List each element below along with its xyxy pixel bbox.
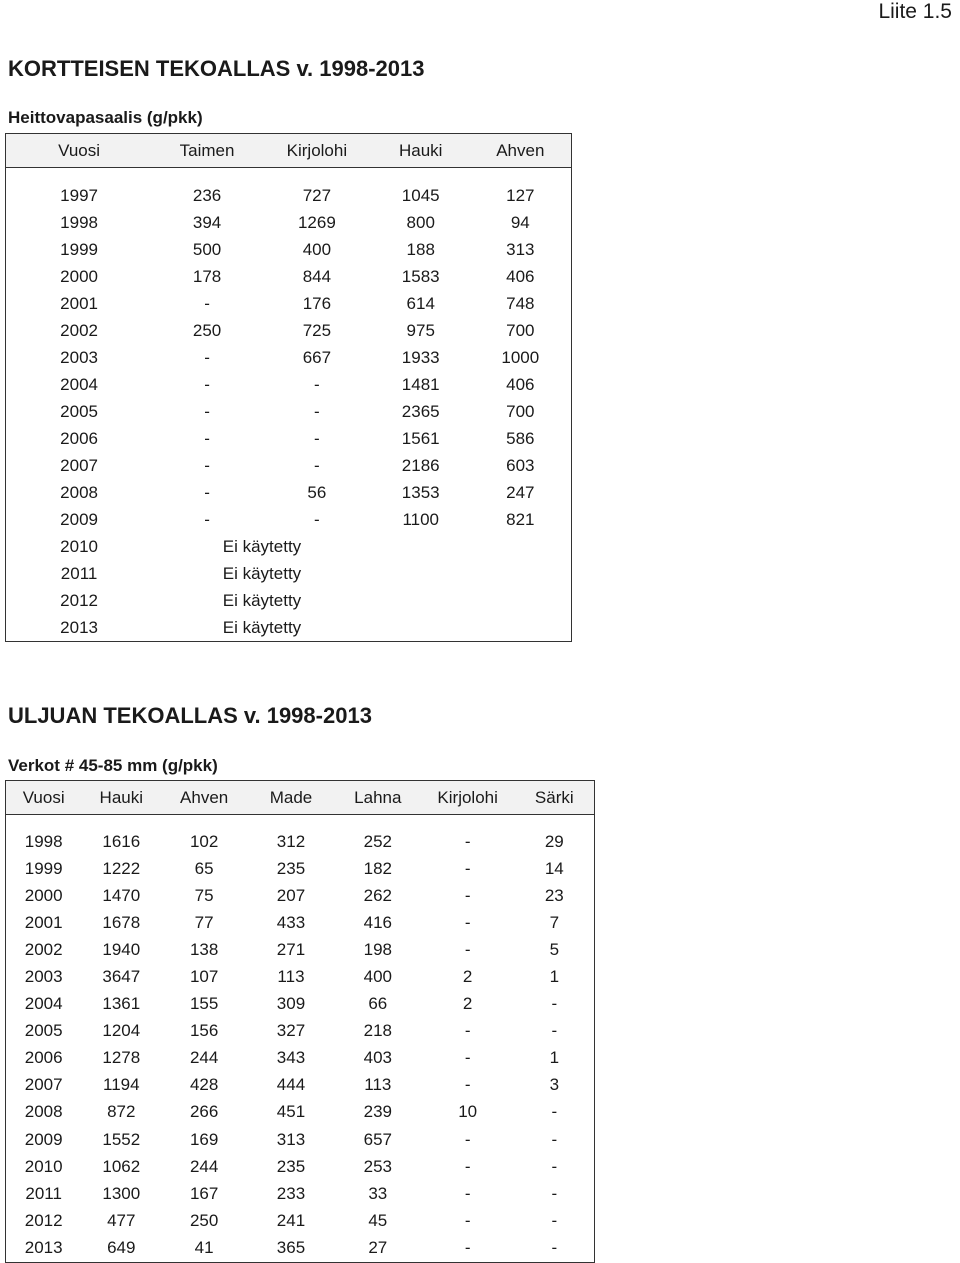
kortteinen-title: KORTTEISEN TEKOALLAS v. 1998-2013 — [8, 56, 425, 81]
table-cell: 169 — [189, 1129, 219, 1149]
table-cell: 2 — [462, 994, 473, 1014]
table-cell: 2010 — [60, 536, 98, 556]
table-cell: 218 — [363, 1021, 392, 1041]
table-cell: 75 — [194, 885, 214, 905]
table-row — [6, 533, 572, 560]
not-used-note: Ei käytetty — [222, 536, 302, 556]
table-cell: 138 — [189, 939, 219, 959]
table-cell: 1940 — [102, 939, 141, 959]
table-row — [6, 479, 572, 506]
table-row — [6, 425, 572, 452]
table-cell: 821 — [506, 509, 535, 529]
table-row — [6, 506, 572, 533]
table-cell: 1999 — [60, 239, 98, 259]
table-cell: - — [204, 293, 210, 313]
table-cell: 1353 — [401, 482, 440, 502]
table-row — [6, 398, 572, 425]
table-cell: 312 — [276, 831, 306, 851]
table-cell: - — [551, 994, 558, 1014]
table-cell: 700 — [506, 401, 535, 421]
table-cell: 400 — [302, 239, 332, 259]
kortteinen-table — [5, 133, 572, 642]
table-cell: 1616 — [102, 831, 141, 851]
table-row — [6, 882, 595, 909]
table-cell: 748 — [506, 293, 535, 313]
table-row — [6, 936, 595, 963]
table-cell: 252 — [363, 831, 392, 851]
table-row — [6, 560, 572, 587]
kortteinen-table-body — [6, 182, 572, 642]
table-cell: 233 — [276, 1183, 306, 1203]
table-cell: 23 — [544, 885, 564, 905]
table-cell: - — [551, 1129, 558, 1149]
table-row — [6, 855, 595, 882]
table-row — [6, 1207, 595, 1234]
table-row — [6, 1234, 595, 1262]
table-cell: 327 — [276, 1021, 306, 1041]
table-cell: 2003 — [24, 967, 63, 987]
table-cell: 1204 — [102, 1021, 141, 1041]
table-cell: 207 — [276, 885, 306, 905]
empty-cell — [372, 614, 470, 642]
table-cell: - — [204, 482, 210, 502]
table-cell: 244 — [189, 1048, 219, 1068]
table-cell: 313 — [276, 1129, 306, 1149]
table-row — [6, 1126, 595, 1153]
table-cell: - — [421, 1234, 515, 1262]
table-cell: 614 — [406, 293, 435, 313]
column-header-ahven: Ahven — [161, 781, 247, 815]
table-cell: 2006 — [60, 428, 98, 448]
table-cell: 603 — [506, 455, 535, 475]
table-cell: 7 — [549, 912, 560, 932]
table-cell: - — [464, 885, 471, 905]
table-cell: 844 — [302, 266, 332, 286]
table-cell: 667 — [302, 347, 332, 367]
table-cell: - — [204, 374, 210, 394]
table-cell: 1000 — [501, 347, 540, 367]
table-cell: 1583 — [401, 266, 440, 286]
empty-cell — [470, 587, 572, 614]
table-cell: - — [204, 455, 210, 475]
table-row — [6, 317, 572, 344]
table-cell: 2004 — [60, 374, 98, 394]
table-cell: 66 — [368, 994, 388, 1014]
table-cell: 649 — [81, 1234, 161, 1262]
table-cell: 94 — [510, 212, 530, 232]
table-cell: 155 — [189, 994, 219, 1014]
column-header-vuosi: Vuosi — [6, 781, 82, 815]
table-cell: 428 — [189, 1075, 219, 1095]
table-cell: - — [464, 1210, 471, 1230]
table-cell: 1999 — [24, 858, 63, 878]
table-cell: 113 — [364, 1075, 392, 1095]
empty-cell — [372, 560, 470, 587]
table-row — [6, 614, 572, 642]
column-header-ahven: Ahven — [470, 134, 572, 168]
table-cell: - — [515, 1234, 595, 1262]
table-cell: 2011 — [60, 563, 98, 583]
table-cell: 77 — [194, 912, 214, 932]
column-header-hauki: Hauki — [81, 781, 161, 815]
table-cell: 1481 — [401, 374, 440, 394]
table-cell: 2009 — [60, 509, 98, 529]
table-cell: - — [551, 1210, 558, 1230]
column-header-sarki: Särki — [515, 781, 595, 815]
table-row — [6, 991, 595, 1018]
table-cell: - — [314, 455, 320, 475]
table-cell: 176 — [302, 293, 332, 313]
uljua-subtitle: Verkot # 45-85 mm (g/pkk) — [8, 756, 218, 775]
column-header-lahna: Lahna — [335, 781, 421, 815]
table-cell: 198 — [363, 939, 392, 959]
table-cell: 1998 — [24, 831, 63, 851]
table-cell: 309 — [276, 994, 306, 1014]
table-cell: 182 — [363, 858, 392, 878]
table-cell: 2002 — [60, 320, 98, 340]
table-cell: 178 — [192, 266, 222, 286]
empty-cell — [372, 587, 470, 614]
empty-cell — [470, 533, 572, 560]
table-row — [6, 1072, 595, 1099]
table-cell: 1062 — [102, 1156, 141, 1176]
table-cell: 343 — [276, 1048, 306, 1068]
table-cell: - — [314, 401, 320, 421]
table-cell: 1470 — [102, 885, 141, 905]
table-cell: - — [464, 939, 471, 959]
table-row — [6, 828, 595, 855]
table-cell: 113 — [277, 967, 305, 987]
table-row — [6, 1180, 595, 1207]
table-cell: 235 — [276, 1156, 306, 1176]
table-cell: 2007 — [24, 1075, 63, 1095]
table-cell: 500 — [192, 239, 222, 259]
table-cell: - — [464, 1075, 471, 1095]
table-row — [6, 182, 572, 209]
table-row — [6, 1045, 595, 1072]
table-cell: 403 — [363, 1048, 392, 1068]
table-cell: 167 — [189, 1183, 219, 1203]
table-cell: 271 — [276, 939, 306, 959]
table-cell: 2001 — [60, 293, 98, 313]
table-cell: 657 — [363, 1129, 392, 1149]
table-cell: - — [204, 347, 210, 367]
table-cell: 725 — [302, 320, 332, 340]
table-cell: - — [314, 509, 320, 529]
table-cell: 2012 — [60, 590, 98, 610]
table-cell: 477 — [107, 1210, 136, 1230]
table-cell: 2001 — [24, 912, 63, 932]
table-cell: 394 — [192, 212, 222, 232]
table-cell: 266 — [189, 1102, 219, 1122]
table-cell: 29 — [544, 831, 564, 851]
table-cell: 1561 — [401, 428, 440, 448]
table-row — [6, 209, 572, 236]
table-cell: 872 — [107, 1102, 136, 1122]
column-header-taimen: Taimen — [152, 134, 262, 168]
table-cell: - — [551, 1156, 558, 1176]
table-cell: 1278 — [102, 1048, 141, 1068]
table-cell: 253 — [363, 1156, 392, 1176]
table-cell: - — [464, 831, 471, 851]
table-cell: 1552 — [102, 1129, 141, 1149]
kortteinen-subtitle: Heittovapasaalis (g/pkk) — [8, 108, 203, 127]
table-cell: 56 — [307, 482, 327, 502]
table-cell: 444 — [276, 1075, 306, 1095]
table-cell: 2003 — [60, 347, 98, 367]
table-row — [6, 1099, 595, 1126]
table-cell: 239 — [363, 1102, 392, 1122]
table-cell: - — [464, 1021, 471, 1041]
table-cell: 102 — [189, 831, 219, 851]
table-row — [6, 587, 572, 614]
kortteinen-header-row — [6, 134, 572, 168]
table-row — [6, 909, 595, 936]
table-cell: 250 — [189, 1210, 219, 1230]
table-row — [6, 371, 572, 398]
table-cell: 5 — [549, 939, 560, 959]
column-header-kirjolohi: Kirjolohi — [262, 134, 372, 168]
table-cell: 2012 — [24, 1210, 63, 1230]
table-cell: 586 — [506, 428, 535, 448]
table-cell: 2008 — [24, 1102, 63, 1122]
table-cell: 2010 — [24, 1156, 63, 1176]
table-cell: 250 — [192, 320, 222, 340]
appendix-label: Liite 1.5 — [878, 0, 952, 23]
table-cell: 1997 — [60, 185, 98, 205]
table-cell: 10 — [458, 1102, 478, 1122]
table-cell: 2011 — [25, 1183, 62, 1203]
table-cell: 800 — [406, 212, 435, 232]
table-cell: - — [314, 374, 320, 394]
uljua-table-body — [6, 828, 595, 1262]
table-cell: 188 — [406, 239, 435, 259]
table-cell: 2008 — [60, 482, 98, 502]
table-row — [6, 963, 595, 990]
table-cell: - — [204, 509, 210, 529]
table-row — [6, 263, 572, 290]
table-cell: 400 — [363, 967, 392, 987]
table-cell: 2000 — [24, 885, 63, 905]
uljua-table — [5, 780, 595, 1263]
column-header-hauki: Hauki — [372, 134, 470, 168]
table-cell: - — [464, 1048, 471, 1068]
table-cell: 451 — [276, 1102, 306, 1122]
table-cell: 65 — [194, 858, 214, 878]
table-cell: - — [314, 428, 320, 448]
table-cell: 1222 — [102, 858, 141, 878]
table-cell: 33 — [368, 1183, 388, 1203]
table-cell: 107 — [189, 967, 219, 987]
table-cell: 727 — [302, 185, 332, 205]
uljua-header-row — [6, 781, 595, 815]
table-cell: 1998 — [60, 212, 98, 232]
table-cell: 127 — [506, 185, 535, 205]
empty-cell — [470, 560, 572, 587]
table-cell: 41 — [161, 1234, 247, 1262]
table-cell: 2000 — [60, 266, 98, 286]
table-cell: 1269 — [297, 212, 336, 232]
table-cell: 700 — [506, 320, 535, 340]
uljua-title: ULJUAN TEKOALLAS v. 1998-2013 — [8, 703, 372, 728]
table-cell: 1361 — [102, 994, 141, 1014]
table-cell: - — [464, 1183, 471, 1203]
table-cell: 27 — [335, 1234, 421, 1262]
table-row — [6, 236, 572, 263]
table-cell: 2186 — [401, 455, 440, 475]
table-cell: 433 — [276, 912, 306, 932]
column-header-vuosi: Vuosi — [6, 134, 153, 168]
table-row — [6, 344, 572, 371]
table-cell: 241 — [276, 1210, 306, 1230]
table-cell: 2004 — [24, 994, 63, 1014]
table-cell: 2007 — [60, 455, 98, 475]
table-cell: 1300 — [102, 1183, 141, 1203]
table-cell: 3647 — [102, 967, 141, 987]
table-cell: 1 — [549, 967, 560, 987]
table-cell: 1194 — [103, 1075, 140, 1095]
table-cell: - — [551, 1021, 558, 1041]
table-cell: - — [464, 912, 471, 932]
table-cell: 1678 — [102, 912, 141, 932]
table-cell: - — [551, 1102, 558, 1122]
table-cell: 262 — [363, 885, 392, 905]
table-cell: 45 — [368, 1210, 388, 1230]
table-cell: 156 — [189, 1021, 219, 1041]
table-cell: 2005 — [60, 401, 98, 421]
table-cell: 406 — [506, 374, 535, 394]
not-used-note: Ei käytetty — [222, 590, 302, 610]
column-header-made: Made — [247, 781, 335, 815]
table-cell: 975 — [406, 320, 435, 340]
table-cell: 2009 — [24, 1129, 63, 1149]
table-row — [6, 452, 572, 479]
table-cell: 3 — [549, 1075, 560, 1095]
table-cell: 313 — [506, 239, 535, 259]
table-cell: 235 — [276, 858, 306, 878]
column-header-kirjolohi: Kirjolohi — [421, 781, 515, 815]
table-cell: 2013 — [6, 1234, 82, 1262]
table-cell: - — [204, 428, 210, 448]
table-cell: 14 — [544, 858, 564, 878]
empty-cell — [372, 533, 470, 560]
not-used-note: Ei käytetty — [152, 614, 372, 642]
table-cell: - — [204, 401, 210, 421]
table-row — [6, 1018, 595, 1045]
table-cell: 365 — [247, 1234, 335, 1262]
table-row — [6, 1153, 595, 1180]
table-cell: 2006 — [24, 1048, 63, 1068]
table-cell: 2 — [462, 967, 473, 987]
table-cell: - — [551, 1183, 558, 1203]
not-used-note: Ei käytetty — [222, 563, 302, 583]
table-cell: - — [464, 1129, 471, 1149]
table-cell: 416 — [363, 912, 392, 932]
table-cell: 244 — [189, 1156, 219, 1176]
table-cell: 1100 — [402, 509, 439, 529]
table-cell: 1 — [549, 1048, 560, 1068]
table-cell: 1045 — [401, 185, 440, 205]
table-cell: 2013 — [6, 614, 153, 642]
table-cell: 2005 — [24, 1021, 63, 1041]
table-cell: 1933 — [401, 347, 440, 367]
table-cell: - — [464, 858, 471, 878]
table-row — [6, 290, 572, 317]
table-cell: - — [464, 1156, 471, 1176]
table-cell: 247 — [506, 482, 535, 502]
table-cell: 406 — [506, 266, 535, 286]
table-cell: 2365 — [401, 401, 440, 421]
table-cell: 2002 — [24, 939, 63, 959]
empty-cell — [470, 614, 572, 642]
table-cell: 236 — [192, 185, 222, 205]
